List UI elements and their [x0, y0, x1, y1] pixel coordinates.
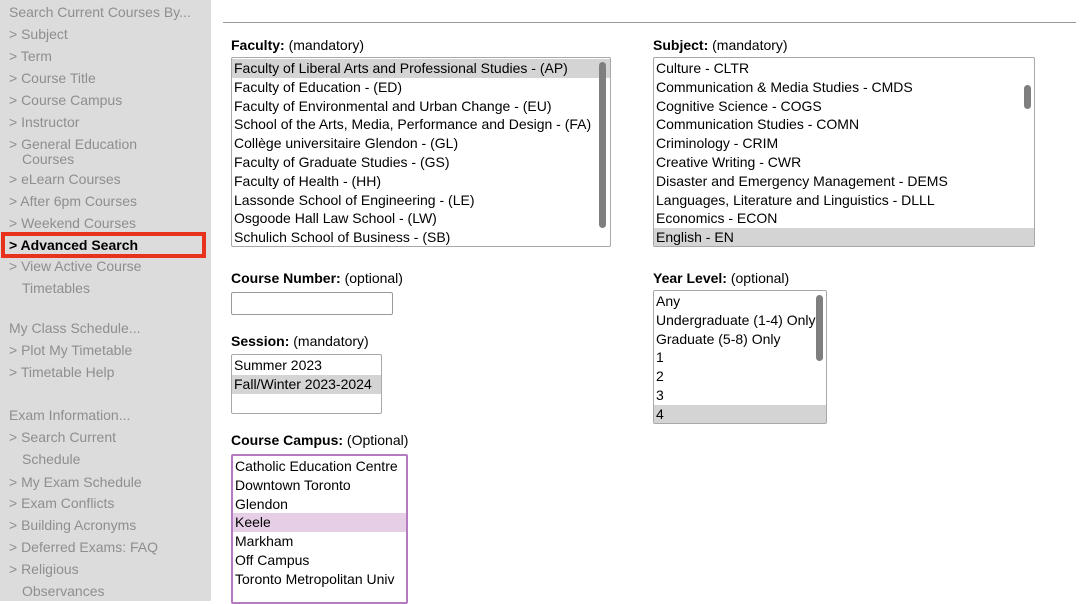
session-listbox[interactable]	[231, 354, 382, 414]
subject-option[interactable]: English - EN	[654, 228, 1034, 247]
sidebar-link-religious[interactable]: > Religious	[9, 561, 79, 577]
faculty-option[interactable]: Schulich School of Business - (SB)	[234, 229, 451, 246]
subject-option[interactable]: Economics - ECON	[656, 210, 778, 227]
sidebar-link-search-current-cont[interactable]: Schedule	[22, 451, 81, 467]
session-option[interactable]: Fall/Winter 2023-2024	[232, 375, 381, 394]
sidebar-link-general-education[interactable]: > General Education	[9, 136, 138, 152]
campus-option[interactable]: Markham	[235, 533, 294, 550]
year-level-option[interactable]: 3	[656, 387, 664, 403]
faculty-listbox[interactable]	[231, 57, 611, 247]
year-level-option[interactable]: Any	[656, 293, 681, 309]
class-schedule-heading: My Class Schedule...	[9, 320, 141, 336]
subject-option[interactable]: Communication Studies - COMN	[656, 116, 860, 133]
year-level-option[interactable]: 2	[656, 368, 664, 385]
course-number-input[interactable]	[231, 292, 393, 315]
sidebar-link-my-exam-schedule[interactable]: > My Exam Schedule	[9, 474, 142, 490]
campus-option[interactable]: Toronto Metropolitan Univ	[235, 570, 395, 587]
sidebar-link-course-campus[interactable]: > Course Campus	[9, 92, 123, 108]
year-level-option[interactable]: Undergraduate (1-4) Only	[656, 311, 816, 328]
subject-option[interactable]: Criminology - CRIM	[656, 135, 779, 152]
search-courses-heading: Search Current Courses By...	[9, 4, 191, 20]
subject-label: Subject: (mandatory)	[653, 37, 788, 53]
sidebar-link-search-current[interactable]: > Search Current	[9, 429, 116, 445]
session-label: Session: (mandatory)	[231, 333, 369, 349]
sidebar-link-elearn[interactable]: > eLearn Courses	[9, 171, 121, 187]
sidebar-link-view-active-cont[interactable]: Timetables	[22, 280, 90, 296]
sidebar-link-weekend[interactable]: > Weekend Courses	[9, 215, 136, 231]
faculty-option[interactable]: School of the Arts, Media, Performance and Design - (FA)	[234, 116, 592, 133]
campus-option[interactable]: Glendon	[235, 495, 288, 512]
subject-option[interactable]: Languages, Literature and Linguistics - DLLL	[656, 191, 935, 208]
year-level-label: Year Level: (optional)	[653, 270, 790, 286]
sidebar-link-after-6pm[interactable]: > After 6pm Courses	[9, 193, 138, 209]
sidebar-link-view-active[interactable]: > View Active Course	[9, 258, 142, 274]
session-option[interactable]: Summer 2023	[234, 357, 322, 373]
year-level-scrollbar[interactable]	[816, 295, 823, 361]
campus-option[interactable]: Downtown Toronto	[235, 476, 351, 493]
year-level-option[interactable]: 4	[654, 405, 826, 424]
year-level-option[interactable]: Graduate (5-8) Only	[656, 330, 781, 347]
year-level-option[interactable]: 1	[656, 349, 664, 366]
sidebar-link-plot-timetable[interactable]: > Plot My Timetable	[9, 342, 133, 358]
campus-option[interactable]: Catholic Education Centre	[235, 458, 398, 474]
faculty-option[interactable]: Faculty of Liberal Arts and Professional Studies - (AP)	[232, 59, 610, 78]
sidebar-link-religious-cont[interactable]: Observances	[22, 583, 105, 599]
faculty-option[interactable]: Faculty of Graduate Studies - (GS)	[234, 154, 450, 170]
sidebar-link-deferred-exams[interactable]: > Deferred Exams: FAQ	[9, 539, 158, 555]
year-level-listbox[interactable]	[653, 290, 827, 424]
sidebar-link-timetable-help[interactable]: > Timetable Help	[9, 364, 115, 380]
course-campus-label: Course Campus: (Optional)	[231, 432, 409, 448]
campus-option[interactable]: Keele	[233, 513, 406, 532]
top-divider	[223, 22, 1076, 23]
sidebar-link-instructor[interactable]: > Instructor	[9, 114, 80, 130]
sidebar-link-building-acronyms[interactable]: > Building Acronyms	[9, 517, 137, 533]
sidebar-nav	[0, 0, 211, 601]
faculty-option[interactable]: Faculty of Health - (HH)	[234, 172, 382, 189]
subject-option[interactable]: Cognitive Science - COGS	[656, 97, 822, 114]
faculty-option[interactable]: Faculty of Environmental and Urban Change - (EU)	[234, 97, 552, 114]
faculty-option[interactable]: Faculty of Education - (ED)	[234, 78, 403, 95]
faculty-option[interactable]: Collège universitaire Glendon - (GL)	[234, 135, 459, 152]
sidebar-link-term[interactable]: > Term	[9, 48, 52, 64]
sidebar-link-general-education-cont[interactable]: Courses	[22, 151, 75, 167]
subject-option[interactable]: Disaster and Emergency Management - DEMS	[656, 172, 948, 189]
course-number-label: Course Number: (optional)	[231, 270, 403, 286]
faculty-scrollbar[interactable]	[599, 62, 606, 228]
sidebar-link-course-title[interactable]: > Course Title	[9, 70, 96, 86]
faculty-option[interactable]: Lassonde School of Engineering - (LE)	[234, 191, 475, 208]
exam-info-heading: Exam Information...	[9, 407, 131, 423]
sidebar-link-advanced-search[interactable]: > Advanced Search	[9, 237, 139, 253]
subject-listbox[interactable]	[653, 57, 1035, 247]
campus-option[interactable]: Off Campus	[235, 552, 310, 568]
course-campus-listbox[interactable]	[231, 454, 408, 604]
faculty-option[interactable]: Osgoode Hall Law School - (LW)	[234, 210, 437, 227]
subject-option[interactable]: Culture - CLTR	[656, 60, 750, 76]
subject-option[interactable]: Creative Writing - CWR	[656, 154, 802, 170]
advanced-search-highlight	[1, 232, 206, 258]
sidebar-link-exam-conflicts[interactable]: > Exam Conflicts	[9, 495, 115, 511]
subject-scrollbar[interactable]	[1024, 85, 1031, 109]
subject-option[interactable]: Communication & Media Studies - CMDS	[656, 78, 913, 95]
sidebar-link-subject[interactable]: > Subject	[9, 26, 68, 42]
faculty-label: Faculty: (mandatory)	[231, 37, 365, 53]
